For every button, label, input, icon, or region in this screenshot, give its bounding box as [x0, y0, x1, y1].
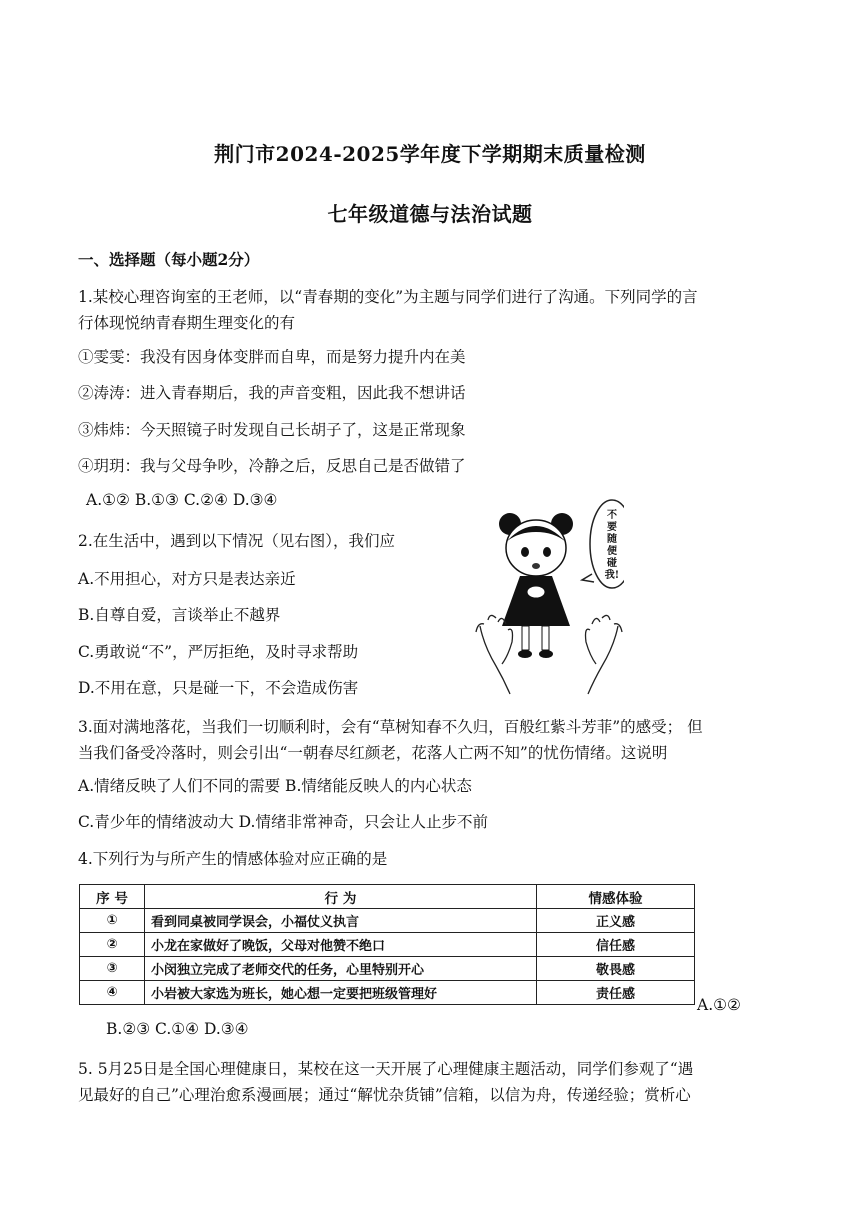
exam-subtitle: 七年级道德与法治试题 [327, 202, 533, 226]
q5-stem-line1: 5. 5月25日是全国心理健康日，某校在这一天开展了心理健康主题活动，同学们参观了“遇 [78, 1060, 694, 1078]
girl-cartoon-illustration [474, 496, 624, 696]
q1-stem-line1: 1.某校心理咨询室的王老师，以“青春期的变化”为主题与同学们进行了沟通。下列同学的言 [78, 288, 698, 306]
q3-options-line2: C.青少年的情绪波动大 D.情绪非常神奇，只会让人止步不前 [78, 813, 488, 831]
q1-item: ①雯雯：我没有因身体变胖而自卑，而是努力提升内在美 [78, 348, 466, 366]
q3-stem-line2: 当我们备受冷落时，则会引出“一朝春尽红颜老，花落人亡两不知”的忧伤情绪。这说明 [78, 744, 668, 762]
table-row [80, 957, 695, 981]
table-cell: ② [80, 933, 145, 957]
q2-option: A.不用担心，对方只是表达亲近 [78, 570, 296, 588]
speech-bubble-text: 不要随便碰我! [604, 510, 620, 581]
q1-options: A.①② B.①③ C.②④ D.③④ [86, 491, 278, 509]
table-cell: ① [80, 909, 145, 933]
table-row [80, 909, 695, 933]
q5-stem-line2: 见最好的自己”心理治愈系漫画展；通过“解忧杂货铺”信箱，以信为舟，传递经验；赏析心 [78, 1086, 691, 1104]
column-header: 行 为 [145, 885, 537, 909]
table-cell: ④ [80, 981, 145, 1005]
q1-item: ②涛涛：进入青春期后，我的声音变粗，因此我不想讲话 [78, 384, 466, 402]
q3-options-line1: A.情绪反映了人们不同的需要 B.情绪能反映人的内心状态 [78, 777, 472, 795]
table-header-row [80, 885, 695, 909]
table-cell: ③ [80, 957, 145, 981]
table-cell: 敬畏感 [537, 957, 695, 981]
table-row [80, 933, 695, 957]
exam-title: 荆门市2024-2025学年度下学期期末质量检测 [214, 142, 646, 166]
section-heading: 一、选择题（每小题2分） [78, 250, 260, 269]
q4-option-a: A.①② [697, 996, 741, 1014]
table-cell: 看到同桌被同学误会，小福仗义执言 [145, 909, 537, 933]
q1-item: ④玥玥：我与父母争吵，冷静之后，反思自己是否做错了 [78, 457, 466, 475]
q3-stem-line1: 3.面对满地落花，当我们一切顺利时，会有“草树知春不久归，百般红紫斗芳菲”的感受； 但 [78, 718, 703, 736]
q2-option: B.自尊自爱，言谈举止不越界 [78, 606, 281, 624]
table-row [80, 981, 695, 1005]
table-cell: 信任感 [537, 933, 695, 957]
q2-stem: 2.在生活中，遇到以下情况（见右图），我们应 [78, 532, 396, 550]
q2-option: C.勇敢说“不”，严厉拒绝，及时寻求帮助 [78, 643, 359, 661]
table-cell: 小龙在家做好了晚饭，父母对他赞不绝口 [145, 933, 537, 957]
behavior-emotion-table [79, 884, 695, 1005]
q1-item: ③炜炜：今天照镜子时发现自己长胡子了，这是正常现象 [78, 421, 466, 439]
q4-stem: 4.下列行为与所产生的情感体验对应正确的是 [78, 850, 388, 868]
column-header: 序 号 [80, 885, 145, 909]
q2-option: D.不用在意，只是碰一下，不会造成伤害 [78, 679, 359, 697]
column-header: 情感体验 [537, 885, 695, 909]
table-cell: 正义感 [537, 909, 695, 933]
q1-stem-line2: 行体现悦纳青春期生理变化的有 [78, 314, 296, 332]
table-cell: 小闵独立完成了老师交代的任务，心里特别开心 [145, 957, 537, 981]
table-cell: 小岩被大家选为班长，她心想一定要把班级管理好 [145, 981, 537, 1005]
table-cell: 责任感 [537, 981, 695, 1005]
q4-options-rest: B.②③ C.①④ D.③④ [106, 1020, 249, 1038]
